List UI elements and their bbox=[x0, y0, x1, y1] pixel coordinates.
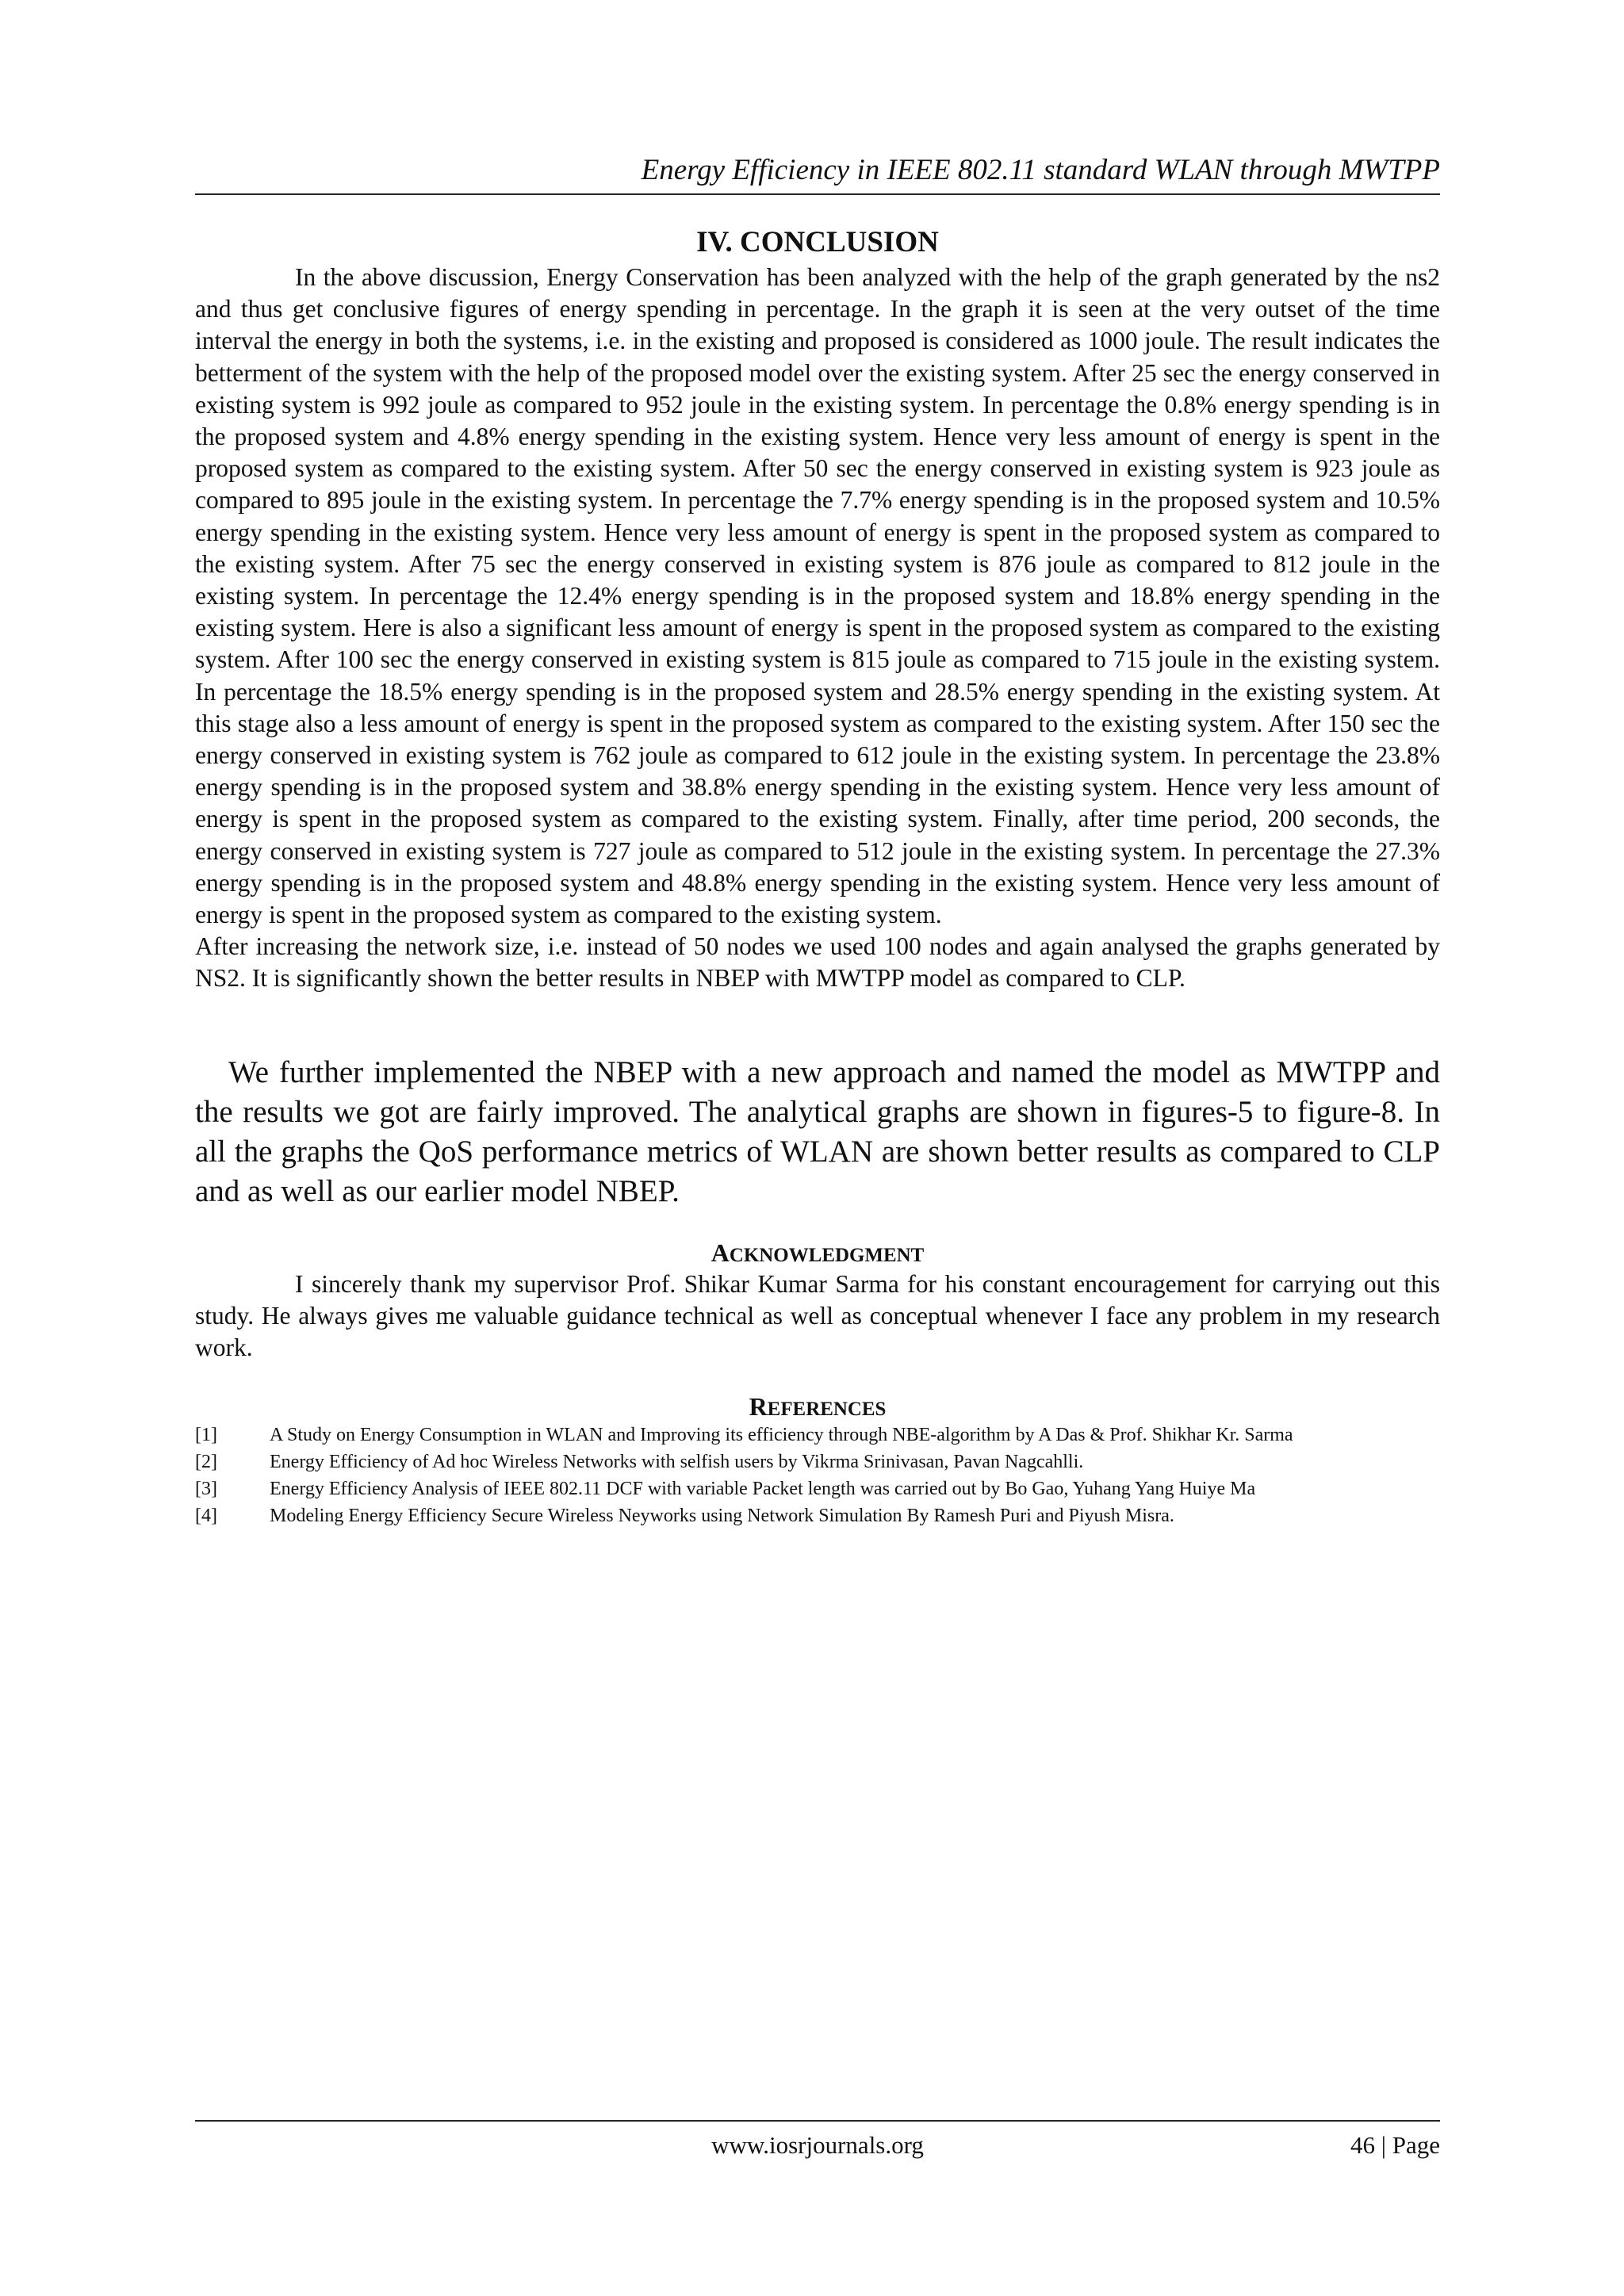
reference-number: [2] bbox=[195, 1452, 217, 1472]
running-header: Energy Efficiency in IEEE 802.11 standard WLAN through MWTPP bbox=[641, 154, 1440, 186]
acknowledgment-heading-rest: CKNOWLEDGMENT bbox=[729, 1245, 925, 1266]
conclusion-body bbox=[195, 262, 1440, 995]
acknowledgment-heading bbox=[195, 1237, 1440, 1272]
journal-url: www.iosrjournals.org bbox=[711, 2131, 924, 2159]
reference-text: A Study on Energy Consumption in WLAN and Improving its efficiency through NBE-algorithm by A Das & Prof. Shikhar Kr. Sarma bbox=[270, 1425, 1293, 1445]
acknowledgment-heading-initial: A bbox=[710, 1238, 730, 1267]
references-list bbox=[195, 1424, 1440, 1532]
conclusion-heading: IV. CONCLUSION bbox=[696, 226, 939, 258]
reference-text: Energy Efficiency Analysis of IEEE 802.11 DCF with variable Packet length was carried out by Bo Gao, Yuhang Yang Huiye Ma bbox=[270, 1479, 1256, 1499]
header-divider bbox=[195, 193, 1440, 195]
page-number: 46 | Page bbox=[1350, 2131, 1440, 2159]
references-heading-initial: R bbox=[749, 1392, 768, 1421]
reference-item bbox=[195, 1451, 1440, 1473]
reference-number: [1] bbox=[195, 1425, 217, 1445]
references-heading bbox=[195, 1391, 1440, 1425]
footer-divider bbox=[195, 2120, 1440, 2122]
conclusion-paragraph-2: After increasing the network size, i.e. instead of 50 nodes we used 100 nodes and again analysed the graphs generated by NS2. It is significantly shown the better results in NBEP with MWTPP model as compared to CLP. bbox=[195, 932, 1440, 993]
references-heading-rest: EFERENCES bbox=[767, 1399, 887, 1420]
reference-item bbox=[195, 1424, 1440, 1446]
conclusion-paragraph-3: We further implemented the NBEP with a new approach and named the model as MWTPP and the results we got are fairly improved. The analytical graphs are shown in figures-5 to figure-8. In all the graphs the QoS performance metrics of WLAN are shown better results as compared to CLP and as well as our earlier model NBEP. bbox=[195, 1055, 1440, 1208]
conclusion-paragraph-1: In the above discussion, Energy Conservation has been analyzed with the help of the graph generated by the ns2 and thus get conclusive figures of energy spending in percentage. In the graph it is seen at the very outset of the time interval the energy in both the systems, i.e. in the existing and proposed is considered as 1000 joule. The result indicates the betterment of the system with the help of the proposed model over the existing system. After 25 sec the energy conserved in existing system is 992 joule as compared to 952 joule in the existing system. In percentage the 0.8% energy spending is in the proposed system and 4.8% energy spending in the existing system. Hence very less amount of energy is spent in the proposed system as compared to the existing system. After 50 sec the energy conserved in existing system is 923 joule as compared to 895 joule in the existing system. In percentage the 7.7% energy spending is in the proposed system and 10.5% energy spending in the existing system. Hence very less amount of energy is spent in the proposed system as compared to the existing system. After 75 sec the energy conserved in existing system is 876 joule as compared to 812 joule in the existing system. In percentage the 12.4% energy spending is in the proposed system and 18.8% energy spending in the existing system. Here is also a significant less amount of energy is spent in the proposed system as compared to the existing system. After 100 sec the energy conserved in existing system is 815 joule as compared to 715 joule in the existing system. In percentage the 18.5% energy spending is in the proposed system and 28.5% energy spending in the existing system. At this stage also a less amount of energy is spent in the proposed system as compared to the existing system. After 150 sec the energy conserved in existing system is 762 joule as compared to 612 joule in the existing system. In percentage the 23.8% energy spending is in the proposed system and 38.8% energy spending in the existing system. Hence very less amount of energy is spent in the proposed system as compared to the existing system. Finally, after time period, 200 seconds, the energy conserved in existing system is 727 joule as compared to 512 joule in the existing system. In percentage the 27.3% energy spending is in the proposed system and 48.8% energy spending in the existing system. Hence very less amount of energy is spent in the proposed system as compared to the existing system. bbox=[195, 263, 1440, 929]
reference-text: Energy Efficiency of Ad hoc Wireless Networks with selfish users by Vikrma Srinivasan, Pavan Nagcahlli. bbox=[270, 1452, 1084, 1472]
reference-item bbox=[195, 1478, 1440, 1500]
reference-text: Modeling Energy Efficiency Secure Wireless Neyworks using Network Simulation By Ramesh Puri and Piyush Misra. bbox=[270, 1506, 1174, 1526]
acknowledgment-text: I sincerely thank my supervisor Prof. Shikar Kumar Sarma for his constant encouragement for carrying out this study. He always gives me valuable guidance technical as well as conceptual whenever I face any problem in my research work. bbox=[195, 1270, 1440, 1362]
reference-number: [4] bbox=[195, 1506, 217, 1526]
reference-number: [3] bbox=[195, 1479, 217, 1499]
reference-item bbox=[195, 1505, 1440, 1527]
